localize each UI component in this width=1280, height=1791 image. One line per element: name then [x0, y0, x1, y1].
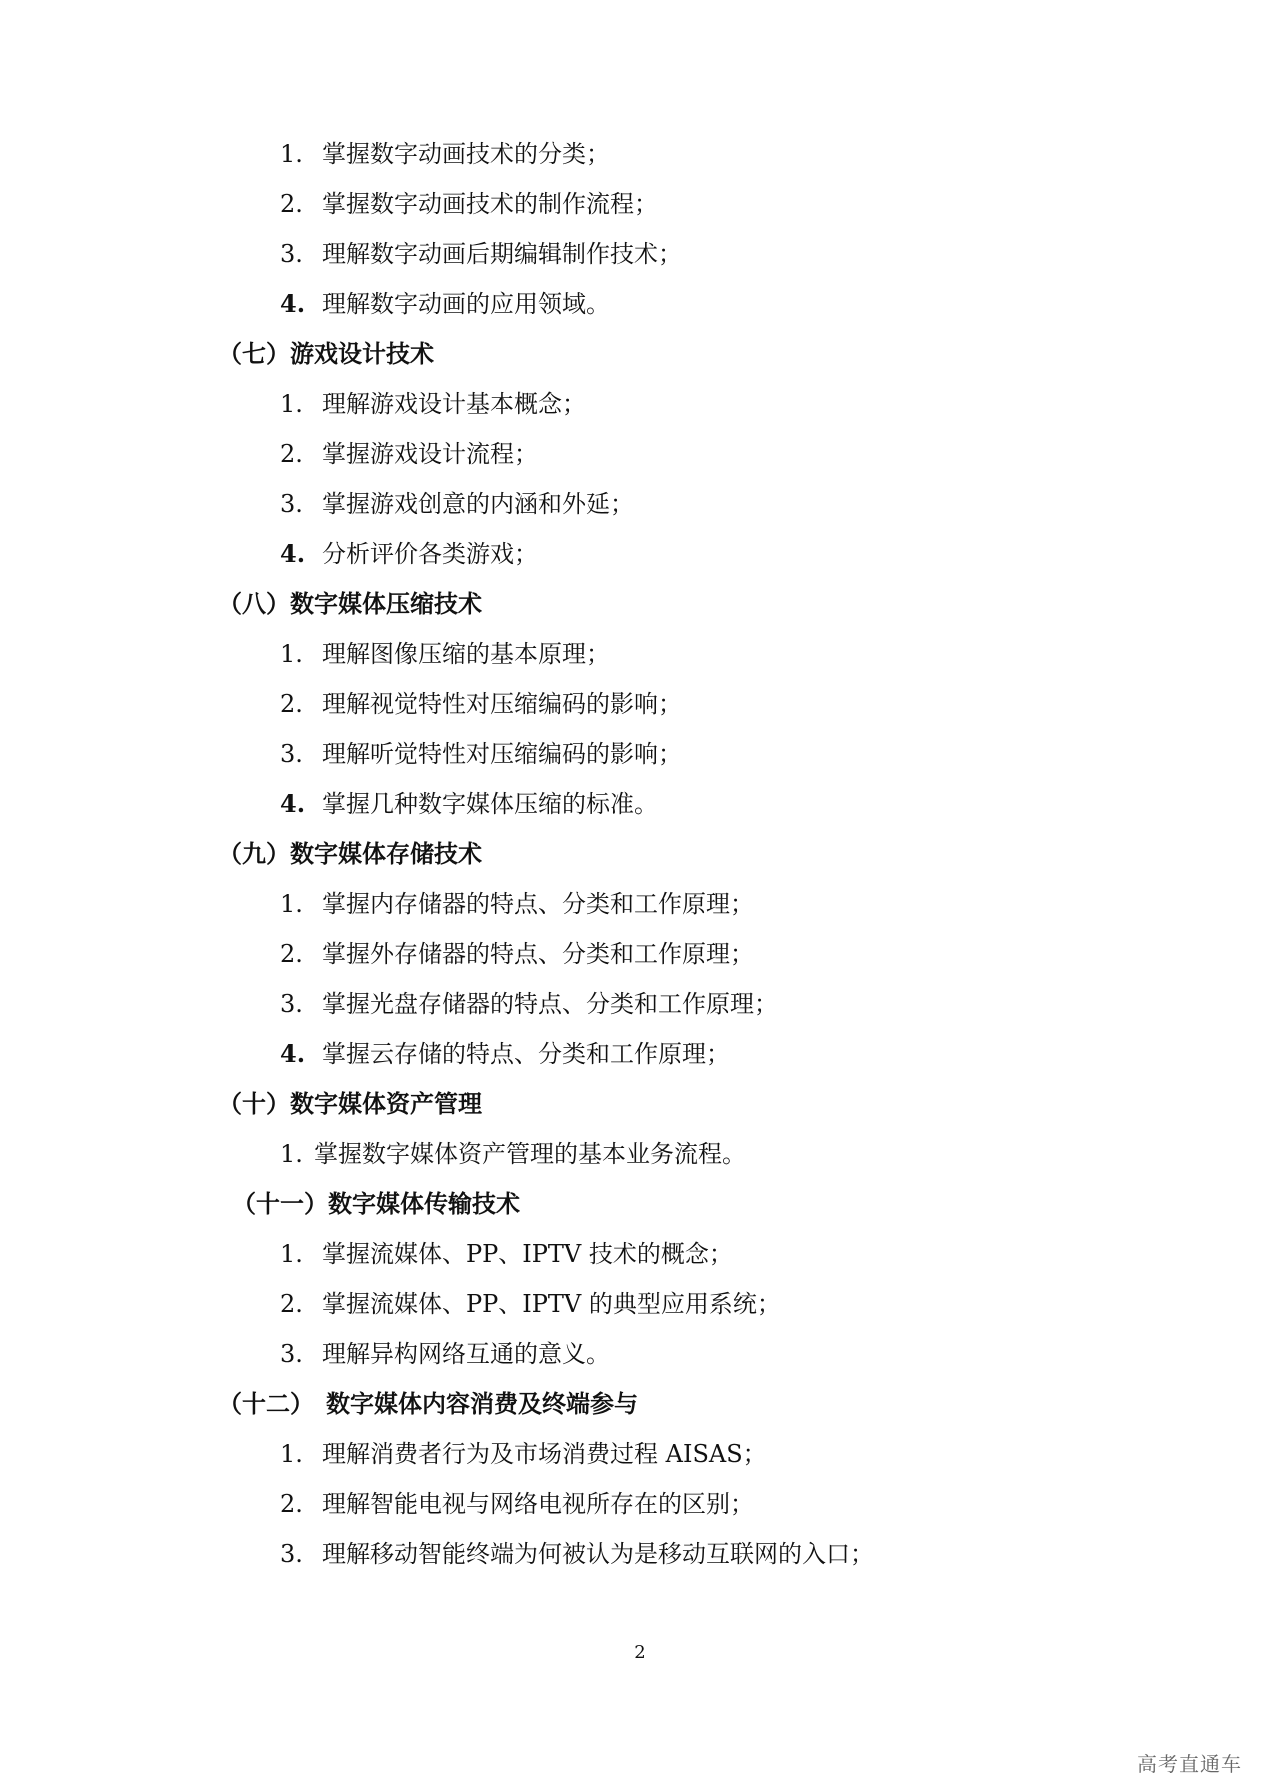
item-number: 3. — [280, 1340, 303, 1368]
item-text: 理解消费者行为及市场消费过程 AISAS； — [322, 1440, 767, 1468]
item-number: 2. — [280, 190, 303, 218]
item-number: 2. — [280, 1290, 303, 1318]
watermark: 高考直通车 — [1137, 1752, 1242, 1776]
item-text: 理解视觉特性对压缩编码的影响； — [322, 690, 682, 718]
list-item — [280, 1039, 730, 1069]
item-text: 理解数字动画后期编辑制作技术； — [322, 240, 682, 268]
section-heading: （十一）数字媒体传输技术 — [232, 1190, 520, 1218]
list-item — [280, 139, 610, 169]
item-text: 掌握云存储的特点、分类和工作原理； — [322, 1040, 730, 1068]
list-item — [280, 1139, 746, 1169]
item-number: 3. — [280, 740, 303, 768]
item-number: 3. — [280, 1540, 303, 1568]
item-text: 理解智能电视与网络电视所存在的区别； — [322, 1490, 754, 1518]
list-item — [280, 1239, 733, 1269]
item-text: 理解听觉特性对压缩编码的影响； — [322, 740, 682, 768]
item-number: 1. — [280, 390, 303, 418]
item-text: 理解数字动画的应用领域。 — [322, 290, 610, 318]
item-number: 1. — [280, 890, 303, 918]
list-item — [280, 1539, 874, 1569]
section-heading: （七）游戏设计技术 — [218, 340, 434, 368]
item-text: 理解异构网络互通的意义。 — [322, 1340, 610, 1368]
list-item — [280, 739, 682, 769]
list-item — [280, 1439, 767, 1469]
item-number: 1. — [280, 640, 303, 668]
list-item — [280, 1489, 754, 1519]
list-item — [280, 189, 658, 219]
page-number: 2 — [634, 1642, 646, 1663]
item-text: 掌握外存储器的特点、分类和工作原理； — [322, 940, 754, 968]
item-number: 1. — [280, 140, 303, 168]
list-item — [280, 689, 682, 719]
list-item — [280, 239, 682, 269]
section-heading: （十）数字媒体资产管理 — [218, 1090, 482, 1118]
item-text: 掌握流媒体、PP、IPTV 的典型应用系统； — [322, 1290, 781, 1318]
list-item — [280, 939, 754, 969]
item-number: 3. — [280, 490, 303, 518]
item-text: 掌握内存储器的特点、分类和工作原理； — [322, 890, 754, 918]
list-item — [280, 389, 586, 419]
item-text: 理解游戏设计基本概念； — [322, 390, 586, 418]
item-text: 理解图像压缩的基本原理； — [322, 640, 610, 668]
item-text: 掌握数字动画技术的分类； — [322, 140, 610, 168]
item-number: 3. — [280, 240, 303, 268]
item-text: 掌握流媒体、PP、IPTV 技术的概念； — [322, 1240, 733, 1268]
item-text: 掌握游戏设计流程； — [322, 440, 538, 468]
item-number: 1. — [280, 1440, 303, 1468]
item-number: 4. — [280, 539, 306, 568]
list-item — [280, 1289, 781, 1319]
item-text: 理解移动智能终端为何被认为是移动互联网的入口； — [322, 1540, 874, 1568]
item-number: 4. — [280, 1039, 306, 1068]
item-text: 分析评价各类游戏； — [322, 540, 538, 568]
item-number: 2. — [280, 690, 303, 718]
list-item — [280, 289, 610, 319]
list-item — [280, 639, 610, 669]
list-item — [280, 789, 658, 819]
list-item — [280, 489, 634, 519]
list-item — [280, 439, 538, 469]
list-item — [280, 1339, 610, 1369]
item-number: 4. — [280, 289, 306, 318]
item-text: 掌握几种数字媒体压缩的标准。 — [322, 790, 658, 818]
item-text: 掌握游戏创意的内涵和外延； — [322, 490, 634, 518]
section-heading: （九）数字媒体存储技术 — [218, 840, 482, 868]
section-heading: （八）数字媒体压缩技术 — [218, 590, 482, 618]
list-item — [280, 889, 754, 919]
item-number: 4. — [280, 789, 306, 818]
section-heading: （十二） 数字媒体内容消费及终端参与 — [218, 1390, 638, 1418]
item-text: 掌握光盘存储器的特点、分类和工作原理； — [322, 990, 778, 1018]
item-text: 掌握数字动画技术的制作流程； — [322, 190, 658, 218]
item-number: 1. — [280, 1140, 303, 1168]
item-number: 2. — [280, 1490, 303, 1518]
item-number: 2. — [280, 440, 303, 468]
list-item — [280, 989, 778, 1019]
item-number: 1. — [280, 1240, 303, 1268]
item-text: 掌握数字媒体资产管理的基本业务流程。 — [314, 1140, 746, 1168]
list-item — [280, 539, 538, 569]
item-number: 2. — [280, 940, 303, 968]
item-number: 3. — [280, 990, 303, 1018]
